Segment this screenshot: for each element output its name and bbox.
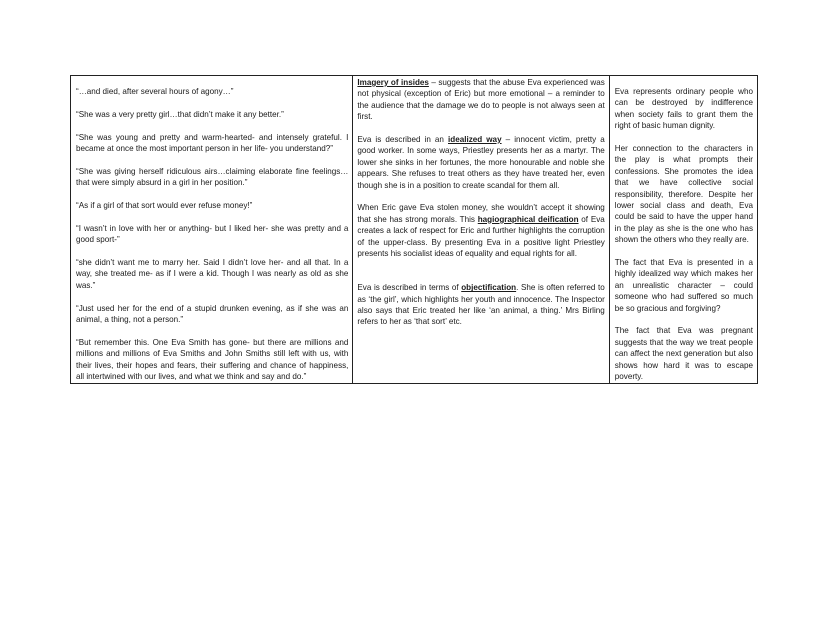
analysis-text: Eva is described in an bbox=[357, 135, 448, 145]
analysis-paragraph-idealized bbox=[357, 134, 604, 191]
analysis-column bbox=[353, 76, 609, 384]
quote-item: “I wasn’t in love with her or anything- but I liked her- she was pretty and a good sport-” bbox=[76, 223, 349, 245]
quote-item: “…and died, after several hours of agony…” bbox=[76, 87, 234, 96]
quote-item: “Just used her for the end of a stupid drunken evening, as if she was an animal, a thing, not a person.” bbox=[76, 303, 349, 325]
analysis-table bbox=[70, 75, 758, 384]
quote-item: “She was a very pretty girl…that didn’t make it any better.” bbox=[76, 109, 284, 119]
quote-item: “She was giving herself ridiculous airs…claiming elaborate fine feelings…that were simply absurd in a girl in her position.” bbox=[76, 166, 349, 188]
analysis-text: When Eric gave Eva stolen money, she wouldn’t accept it showing that she has strong morals. This bbox=[357, 203, 605, 224]
key-term-objectification: objectification bbox=[461, 283, 517, 293]
key-term-deification: hagiographical deification bbox=[477, 214, 579, 224]
summary-paragraph: Eva represents ordinary people who can be destroyed by indifference when society fails to grant them the right of basic human dignity. bbox=[614, 87, 753, 131]
quote-item: “But remember this. One Eva Smith has gone- but there are millions and millions and millions of Eva Smiths and John Smiths still left with us, with their lives, their hopes and fears, their suffering and chance of happiness, all intertwined with our lives, and what we think and say and do.” bbox=[76, 337, 349, 382]
quote-item: “she didn’t want me to marry her. Said I didn’t love her- and all that. In a way, she treated me- as if I were a kid. Though I was nearly as old as she was.” bbox=[76, 258, 349, 290]
analysis-paragraph-insides bbox=[357, 77, 604, 123]
table-row bbox=[71, 76, 758, 384]
analysis-text: Eva is described in terms of bbox=[357, 283, 462, 293]
summary-paragraph: The fact that Eva was pregnant suggests that the way we treat people can affect the next generation but also shows how hard it was to escape poverty. bbox=[614, 326, 753, 382]
quote-item: “As if a girl of that sort would ever refuse money!” bbox=[76, 201, 253, 210]
analysis-paragraph-objectification bbox=[357, 282, 604, 328]
analysis-paragraph-deification bbox=[357, 202, 604, 259]
analysis-text: – innocent victim, pretty a good worker. In some ways, Priestley presents her as a martyr. The lower she sinks in her fortunes, the more honourable and noble she appears. She refuses to treat others as they have treated her, even though she is in a position to create scandal for them all. bbox=[357, 135, 605, 190]
summary-paragraph: The fact that Eva is presented in a highly idealized way which makes her an unrealistic character – could someone who had suffered so much be so gracious and forgiving? bbox=[614, 258, 753, 313]
quote-item: “She was young and pretty and warm-hearted- and intensely grateful. I became at once the most important person in her life- you understand?” bbox=[76, 132, 349, 153]
key-term-idealized: idealized way bbox=[448, 135, 502, 145]
quotes-column bbox=[71, 76, 353, 384]
analysis-text: – suggests that the abuse Eva experienced was not physical (exception of Eric) but more emotional – a reminder to the audience that the damage we do to people is not always seen at first. bbox=[357, 78, 605, 122]
summary-paragraph: Her connection to the characters in the play is what prompts their confessions. She promotes the idea that we have collective social responsibility, therefore. Despite her lower social class and death, Eva could be said to have the upper hand in the play as she is the one who has shown the others who they really are. bbox=[614, 144, 753, 245]
key-term-insides: Imagery of insides bbox=[357, 78, 429, 87]
analysis-text: of Eva creates a lack of respect for Eric and further highlights the corruption of the upper-class. By presenting Eva in a positive light Priestley presents his socialist ideas of equality and equal rights for all. bbox=[357, 214, 605, 259]
analysis-text: . She is often referred to as ‘the girl’, which highlights her youth and innocence. The Inspector also says that Eric treated her like ‘an animal, a thing.’ Mrs Birling refers to her as ‘that sort’ etc. bbox=[357, 283, 605, 327]
summary-column bbox=[609, 76, 757, 384]
